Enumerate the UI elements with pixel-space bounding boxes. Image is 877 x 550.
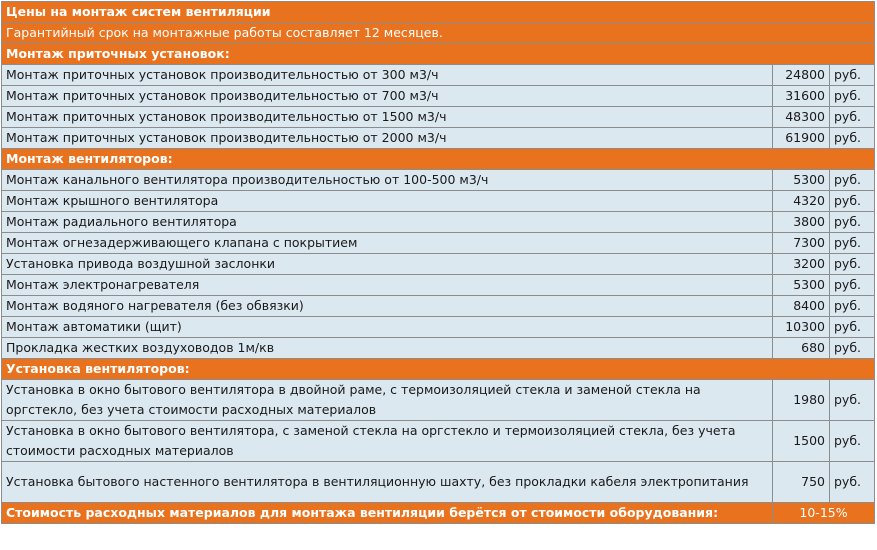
table-row [2, 421, 875, 462]
service-name: Установка в окно бытового вентилятора, с заменой стекла на оргстекло и термоизоляцией стекла, без учета стоимости расходных материалов [2, 421, 773, 462]
service-name: Монтаж автоматики (щит) [2, 317, 773, 338]
guarantee-text: Гарантийный срок на монтажные работы составляет 12 месяцев. [2, 23, 875, 44]
footer-row [2, 503, 875, 524]
currency-unit: руб. [830, 107, 875, 128]
section-header: Монтаж вентиляторов: [2, 149, 875, 170]
service-price: 1980 [773, 380, 830, 421]
service-price: 5300 [773, 170, 830, 191]
service-price: 10300 [773, 317, 830, 338]
service-name: Монтаж электронагревателя [2, 275, 773, 296]
table-row [2, 65, 875, 86]
currency-unit: руб. [830, 275, 875, 296]
currency-unit: руб. [830, 296, 875, 317]
table-row [2, 275, 875, 296]
table-row [2, 128, 875, 149]
service-price: 8400 [773, 296, 830, 317]
currency-unit: руб. [830, 462, 875, 503]
currency-unit: руб. [830, 65, 875, 86]
service-price: 5300 [773, 275, 830, 296]
table-row [2, 170, 875, 191]
table-row [2, 254, 875, 275]
table-row [2, 317, 875, 338]
service-name: Монтаж канального вентилятора производительностью от 100-500 м3/ч [2, 170, 773, 191]
table-row [2, 212, 875, 233]
section-header-row [2, 44, 875, 65]
service-price: 680 [773, 338, 830, 359]
table-row [2, 191, 875, 212]
service-name: Установка привода воздушной заслонки [2, 254, 773, 275]
service-price: 3800 [773, 212, 830, 233]
service-price: 31600 [773, 86, 830, 107]
currency-unit: руб. [830, 212, 875, 233]
service-price: 61900 [773, 128, 830, 149]
service-name: Монтаж приточных установок производительностью от 700 м3/ч [2, 86, 773, 107]
currency-unit: руб. [830, 128, 875, 149]
table-title: Цены на монтаж систем вентиляции [2, 2, 875, 23]
section-header: Установка вентиляторов: [2, 359, 875, 380]
currency-unit: руб. [830, 317, 875, 338]
currency-unit: руб. [830, 254, 875, 275]
currency-unit: руб. [830, 233, 875, 254]
price-table [1, 1, 875, 524]
service-name: Прокладка жестких воздуховодов 1м/кв [2, 338, 773, 359]
guarantee-row [2, 23, 875, 44]
currency-unit: руб. [830, 86, 875, 107]
service-name: Установка бытового настенного вентилятора в вентиляционную шахту, без прокладки кабеля электропитания [2, 462, 773, 503]
section-header-row [2, 149, 875, 170]
service-name: Монтаж радиального вентилятора [2, 212, 773, 233]
service-price: 4320 [773, 191, 830, 212]
title-row [2, 2, 875, 23]
service-price: 48300 [773, 107, 830, 128]
currency-unit: руб. [830, 170, 875, 191]
currency-unit: руб. [830, 421, 875, 462]
table-row [2, 462, 875, 503]
section-header-row [2, 359, 875, 380]
service-price: 3200 [773, 254, 830, 275]
service-name: Монтаж огнезадерживающего клапана с покрытием [2, 233, 773, 254]
price-table-body [2, 2, 875, 524]
service-name: Монтаж приточных установок производительностью от 2000 м3/ч [2, 128, 773, 149]
footer-value: 10-15% [773, 503, 875, 524]
service-name: Монтаж водяного нагревателя (без обвязки) [2, 296, 773, 317]
footer-label: Стоимость расходных материалов для монтажа вентиляции берётся от стоимости оборудования: [2, 503, 773, 524]
service-price: 750 [773, 462, 830, 503]
section-header: Монтаж приточных установок: [2, 44, 875, 65]
currency-unit: руб. [830, 380, 875, 421]
table-row [2, 86, 875, 107]
service-name: Монтаж приточных установок производительностью от 300 м3/ч [2, 65, 773, 86]
table-row [2, 296, 875, 317]
service-name: Установка в окно бытового вентилятора в двойной раме, с термоизоляцией стекла и заменой стекла на оргстекло, без учета стоимости расходных материалов [2, 380, 773, 421]
currency-unit: руб. [830, 338, 875, 359]
table-row [2, 380, 875, 421]
service-price: 7300 [773, 233, 830, 254]
service-name: Монтаж крышного вентилятора [2, 191, 773, 212]
table-row [2, 233, 875, 254]
service-name: Монтаж приточных установок производительностью от 1500 м3/ч [2, 107, 773, 128]
table-row [2, 107, 875, 128]
service-price: 24800 [773, 65, 830, 86]
service-price: 1500 [773, 421, 830, 462]
table-row [2, 338, 875, 359]
currency-unit: руб. [830, 191, 875, 212]
